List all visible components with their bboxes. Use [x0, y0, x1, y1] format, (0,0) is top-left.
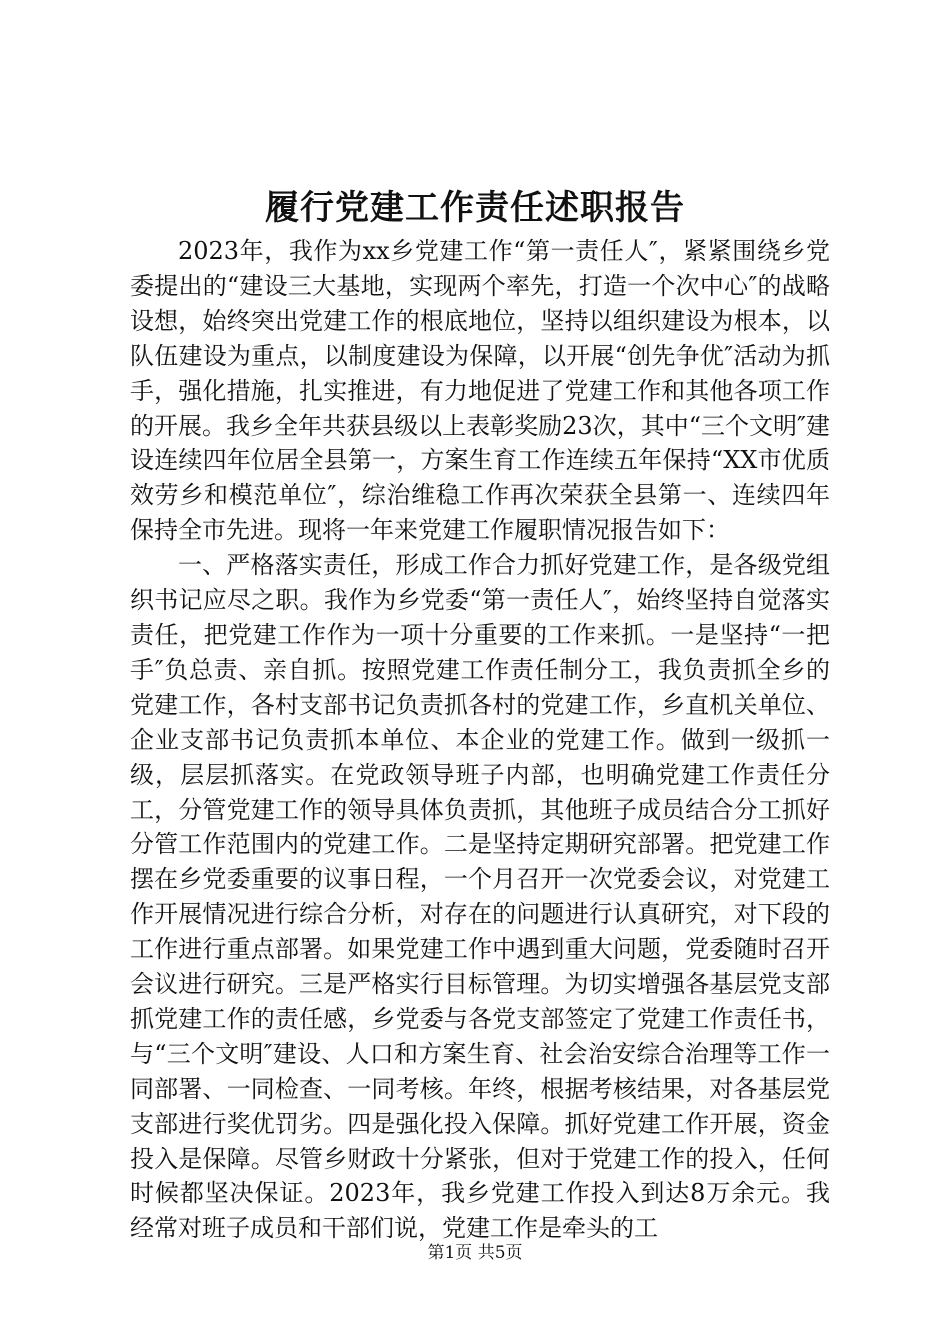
document-body [130, 234, 830, 1246]
document-title: 履行党建工作责任述职报告 [265, 188, 685, 228]
page-footer: 第1页 共5页 [427, 1243, 523, 1263]
paragraph-section-one: 一、严格落实责任，形成工作合力抓好党建工作，是各级党组织书记应尽之职。我作为乡党委“第一责任人″，始终坚持自觉落实责任，把党建工作作为一项十分重要的工作来抓。一是坚持“一把手″负总责、亲自抓。按照党建工作责任制分工，我负责抓全乡的党建工作，各村支部书记负责抓各村的党建工作，乡直机关单位、企业支部书记负责抓本单位、本企业的党建工作。做到一级抓一级，层层抓落实。在党政领导班子内部，也明确党建工作责任分工，分管党建工作的领导具体负责抓，其他班子成员结合分工抓好分管工作范围内的党建工作。二是坚持定期研究部署。把党建工作摆在乡党委重要的议事日程，一个月召开一次党委会议，对党建工作开展情况进行综合分析，对存在的问题进行认真研究，对下段的工作进行重点部署。如果党建工作中遇到重大问题，党委随时召开会议进行研究。三是严格实行目标管理。为切实增强各基层党支部抓党建工作的责任感，乡党委与各党支部签定了党建工作责任书，与“三个文明″建设、人口和方案生育、社会治安综合治理等工作一同部署、一同检查、一同考核。年终，根据考核结果，对各基层党支部进行奖优罚劣。四是强化投入保障。抓好党建工作开展，资金投入是保障。尽管乡财政十分紧张，但对于党建工作的投入，任何时候都坚决保证。2023年，我乡党建工作投入到达8万余元。我经常对班子成员和干部们说，党建工作是牵头的工 [130, 551, 830, 1243]
paragraph-intro: 2023年，我作为xx乡党建工作“第一责任人″，紧紧围绕乡党委提出的“建设三大基地，实现两个率先，打造一个次中心″的战略设想，始终突出党建工作的根底地位，坚持以组织建设为根本，以队伍建设为重点，以制度建设为保障，以开展“创先争优″活动为抓手，强化措施，扎实推进，有力地促进了党建工作和其他各项工作的开展。我乡全年共获县级以上表彰奖励23次，其中“三个文明″建设连续四年位居全县第一，方案生育工作连续五年保持“XX市优质效劳乡和模范单位″，综治维稳工作再次荣获全县第一、连续四年保持全市先进。现将一年来党建工作履职情况报告如下： [130, 237, 830, 545]
